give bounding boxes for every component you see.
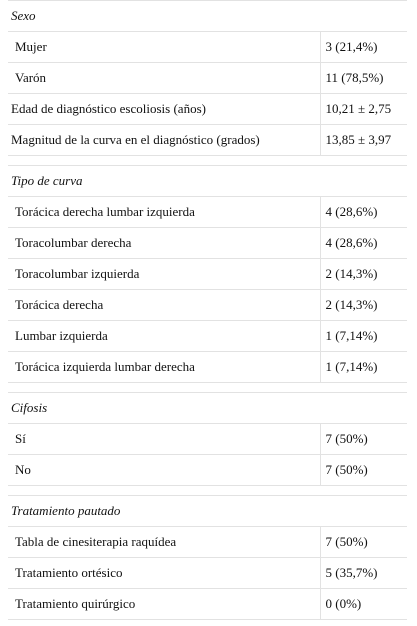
table-row [8, 527, 407, 558]
section-header [8, 166, 407, 197]
row-value: 7 (50%) [320, 527, 407, 558]
table-row [8, 455, 407, 486]
section-spacer [8, 156, 407, 166]
row-label: No [8, 455, 320, 486]
row-value: 1 (7,14%) [320, 352, 407, 383]
section-header [8, 393, 407, 424]
row-value: 0 (0%) [320, 589, 407, 620]
table-row [8, 94, 407, 125]
row-label: Magnitud de la curva en el diagnóstico (grados) [8, 125, 320, 156]
table-row [8, 558, 407, 589]
table-body [8, 1, 407, 620]
table-row [8, 63, 407, 94]
table-row [8, 197, 407, 228]
section-header [8, 1, 407, 32]
row-value: 10,21 ± 2,75 [320, 94, 407, 125]
row-value: 13,85 ± 3,97 [320, 125, 407, 156]
table-row [8, 424, 407, 455]
table-row [8, 259, 407, 290]
row-label: Torácica izquierda lumbar derecha [8, 352, 320, 383]
row-label: Toracolumbar derecha [8, 228, 320, 259]
row-label: Toracolumbar izquierda [8, 259, 320, 290]
row-label: Torácica derecha lumbar izquierda [8, 197, 320, 228]
row-value: 1 (7,14%) [320, 321, 407, 352]
row-label: Lumbar izquierda [8, 321, 320, 352]
row-value: 2 (14,3%) [320, 290, 407, 321]
table-row [8, 352, 407, 383]
section-spacer [8, 486, 407, 496]
row-label: Torácica derecha [8, 290, 320, 321]
row-value: 11 (78,5%) [320, 63, 407, 94]
table-row [8, 125, 407, 156]
row-value: 7 (50%) [320, 424, 407, 455]
table-row [8, 290, 407, 321]
row-label: Tratamiento ortésico [8, 558, 320, 589]
row-value: 4 (28,6%) [320, 228, 407, 259]
table-row [8, 228, 407, 259]
row-label: Tabla de cinesiterapia raquídea [8, 527, 320, 558]
row-value: 5 (35,7%) [320, 558, 407, 589]
section-title: Sexo [8, 1, 407, 32]
section-spacer [8, 383, 407, 393]
section-title: Tratamiento pautado [8, 496, 407, 527]
row-value: 4 (28,6%) [320, 197, 407, 228]
table-row [8, 321, 407, 352]
row-value: 7 (50%) [320, 455, 407, 486]
row-value: 3 (21,4%) [320, 32, 407, 63]
table-row [8, 589, 407, 620]
row-label: Tratamiento quirúrgico [8, 589, 320, 620]
table-row [8, 32, 407, 63]
section-title: Cifosis [8, 393, 407, 424]
row-value: 2 (14,3%) [320, 259, 407, 290]
section-title: Tipo de curva [8, 166, 407, 197]
row-label: Varón [8, 63, 320, 94]
row-label: Mujer [8, 32, 320, 63]
data-table [8, 0, 407, 620]
row-label: Sí [8, 424, 320, 455]
row-label: Edad de diagnóstico escoliosis (años) [8, 94, 320, 125]
section-header [8, 496, 407, 527]
